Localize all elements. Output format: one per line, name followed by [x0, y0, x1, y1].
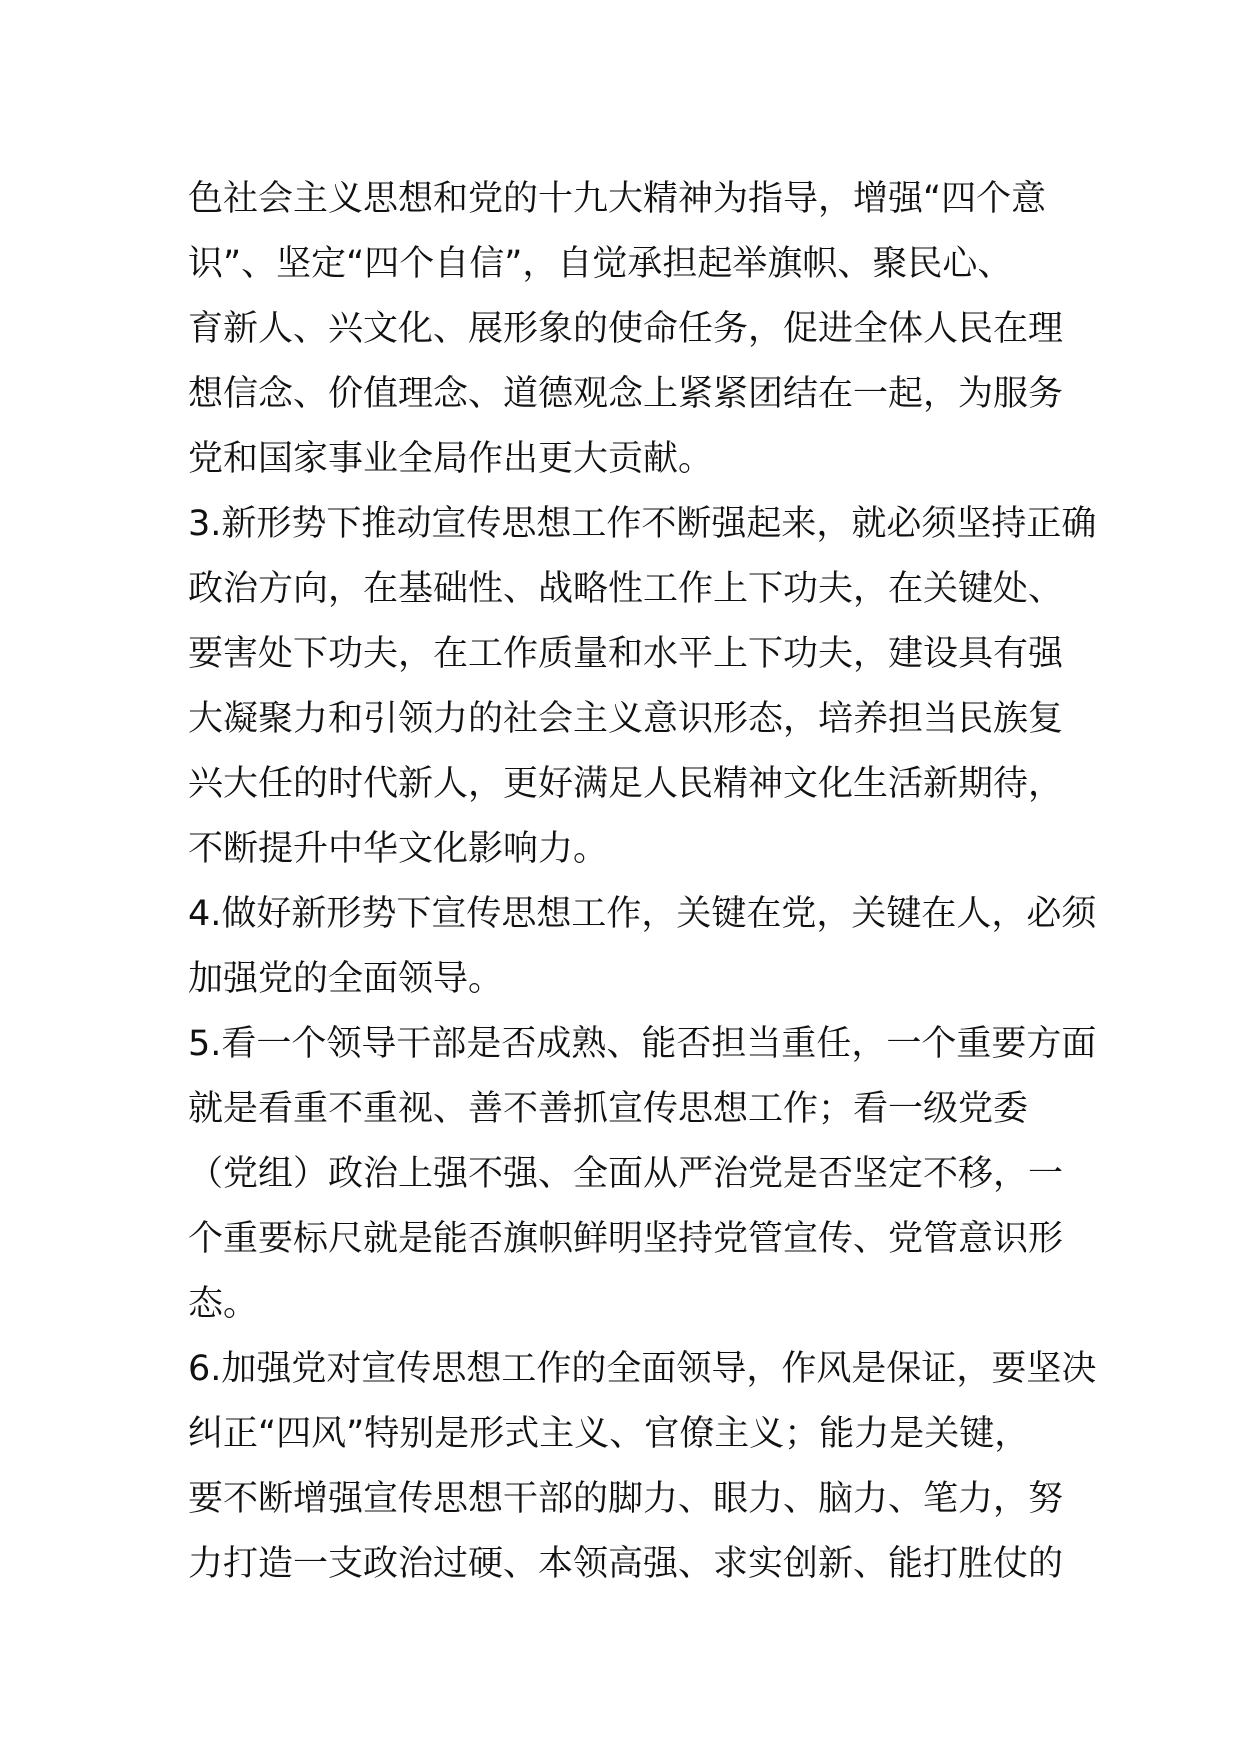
text-line: 力打造一支政治过硬、本领高强、求实创新、能打胜仗的: [188, 1544, 1064, 1584]
text-line: 要不断增强宣传思想干部的脚力、眼力、脑力、笔力，努: [188, 1479, 1064, 1519]
text-line: 个重要标尺就是能否旗帜鲜明坚持党管宣传、党管意识形: [188, 1219, 1064, 1259]
text-line: 不断提升中华文化影响力。: [188, 829, 609, 869]
text-line: 政治方向，在基础性、战略性工作上下功夫，在关键处、: [188, 569, 1064, 609]
text-line: 要害处下功夫，在工作质量和水平上下功夫，建设具有强: [188, 634, 1064, 674]
text-line: 兴大任的时代新人，更好满足人民精神文化生活新期待，: [188, 764, 1064, 804]
text-line: 加强党的全面领导。: [188, 959, 504, 999]
text-line: 纠正“四风”特别是形式主义、官僚主义；能力是关键，: [188, 1414, 1030, 1454]
text-line: 大凝聚力和引领力的社会主义意识形态，培养担当民族复: [188, 699, 1064, 739]
text-line: 就是看重不重视、善不善抓宣传思想工作；看一级党委: [188, 1089, 1029, 1129]
text-line: 色社会主义思想和党的十九大精神为指导，增强“四个意: [188, 179, 1047, 219]
text-line: 育新人、兴文化、展形象的使命任务，促进全体人民在理: [188, 309, 1064, 349]
document-body: [188, 167, 1097, 1597]
text-line: 想信念、价值理念、道德观念上紧紧团结在一起，为服务: [188, 374, 1064, 414]
text-line: 6.加强党对宣传思想工作的全面领导，作风是保证，要坚决: [188, 1349, 1097, 1389]
text-line: 5.看一个领导干部是否成熟、能否担当重任，一个重要方面: [188, 1024, 1097, 1064]
text-line: 党和国家事业全局作出更大贡献。: [188, 439, 714, 479]
text-line: 态。: [188, 1284, 259, 1324]
text-line: （党组）政治上强不强、全面从严治党是否坚定不移，一: [188, 1154, 1064, 1194]
text-line: 识”、坚定“四个自信”，自觉承担起举旗帜、聚民心、: [188, 244, 1013, 284]
text-line: 4.做好新形势下宣传思想工作，关键在党，关键在人，必须: [188, 894, 1097, 934]
text-line: 3.新形势下推动宣传思想工作不断强起来，就必须坚持正确: [188, 504, 1097, 544]
